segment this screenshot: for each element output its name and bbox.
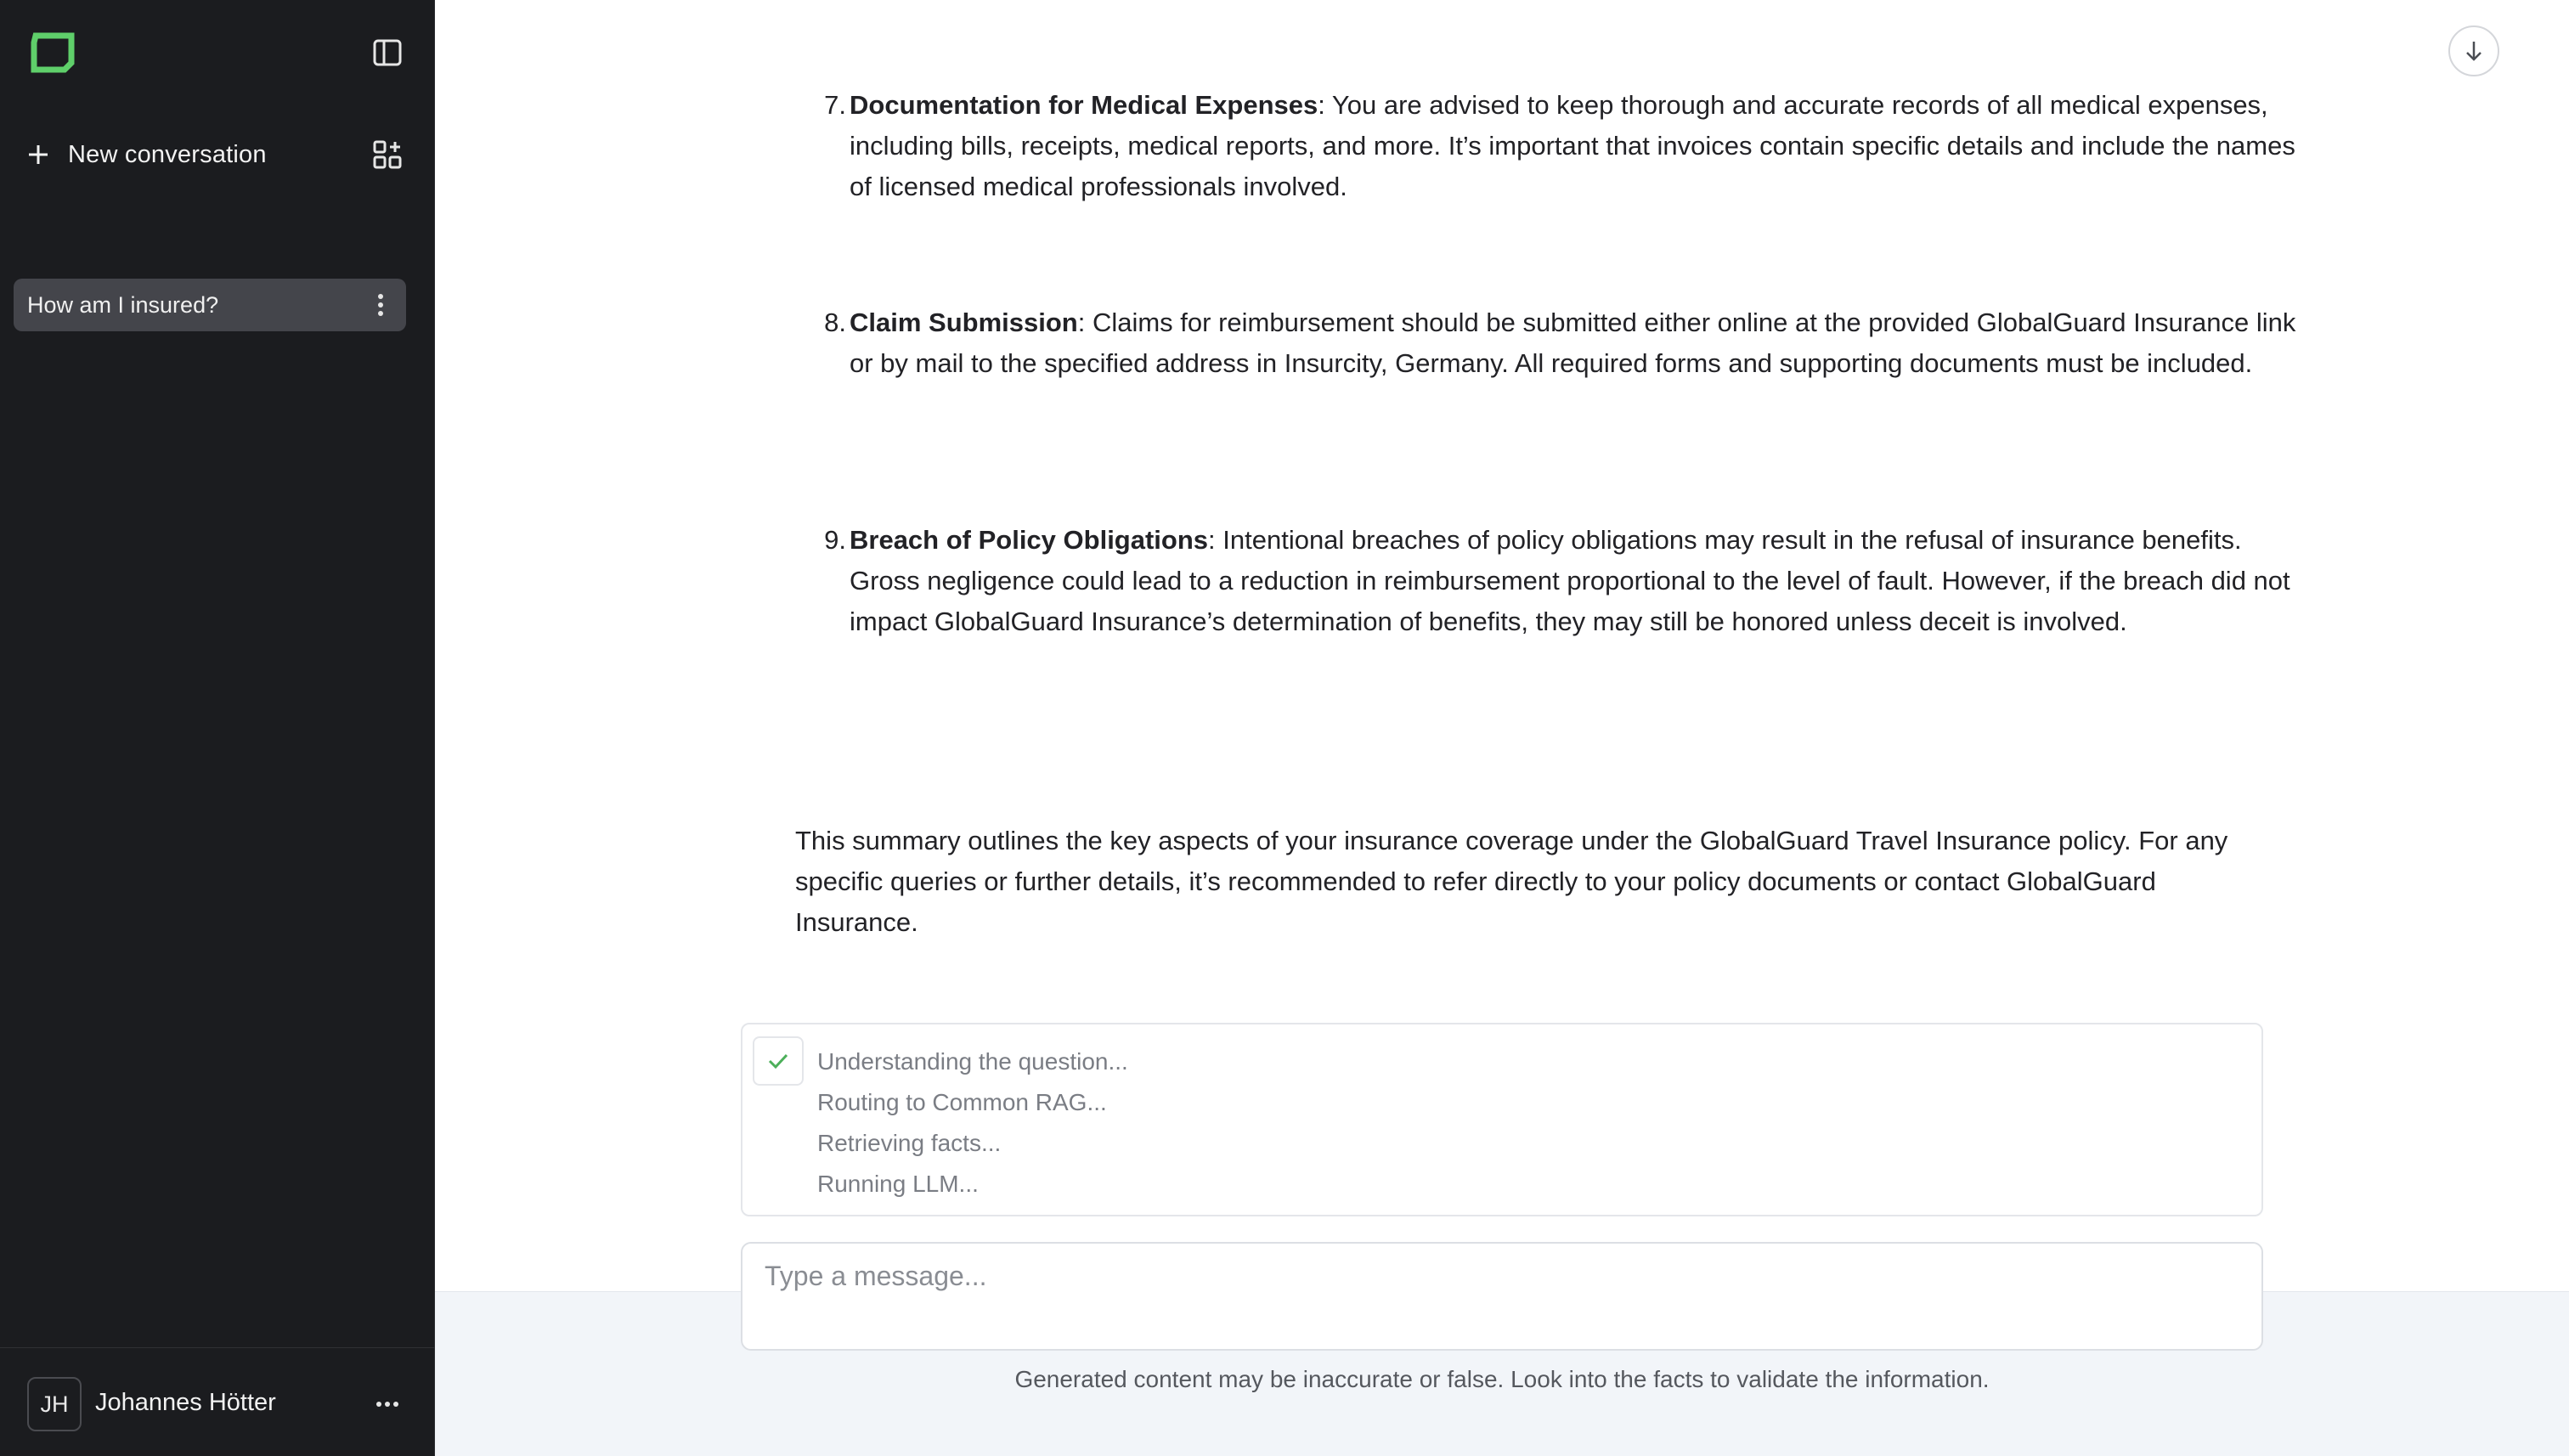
scroll-to-bottom-button[interactable] bbox=[2448, 25, 2499, 76]
answer-list-item bbox=[824, 302, 2311, 384]
arrow-down-icon bbox=[2463, 39, 2485, 63]
answer-list-item bbox=[824, 85, 2311, 207]
status-step: Retrieving facts... bbox=[817, 1130, 1002, 1156]
list-item-number: 9. bbox=[824, 525, 846, 555]
conversation-item-label: How am I insured? bbox=[27, 291, 219, 318]
horizontal-dots-icon bbox=[375, 1401, 399, 1408]
workspace-grid-button[interactable] bbox=[369, 136, 406, 173]
logo-icon[interactable] bbox=[31, 32, 75, 73]
chat-main bbox=[435, 0, 2569, 1456]
status-step: Understanding the question... bbox=[817, 1048, 1128, 1075]
conversation-menu-button[interactable] bbox=[370, 289, 391, 321]
status-step: Running LLM... bbox=[817, 1171, 979, 1197]
processing-status-panel bbox=[741, 1023, 2263, 1216]
list-item-title: Breach of Policy Obligations bbox=[850, 525, 1209, 555]
answer-summary: This summary outlines the key aspects of your insurance coverage under the GlobalGuard Travel Insurance policy. For any specific queries or further details, it’s recommended to refer directly to your policy documents or contact GlobalGuard Insurance. bbox=[795, 826, 2228, 937]
sidebar bbox=[0, 0, 435, 1456]
new-conversation-label: New conversation bbox=[68, 140, 267, 168]
check-icon bbox=[767, 1052, 789, 1070]
disclaimer-text: Generated content may be inaccurate or false. Look into the facts to validate the information. bbox=[1014, 1366, 1990, 1392]
user-menu-button[interactable] bbox=[370, 1387, 404, 1421]
sidebar-footer bbox=[0, 1347, 435, 1456]
new-conversation-button[interactable] bbox=[27, 134, 267, 175]
status-step: Routing to Common RAG... bbox=[817, 1089, 1107, 1115]
list-item-number: 8. bbox=[824, 308, 846, 337]
status-done-indicator bbox=[753, 1036, 804, 1086]
list-item-number: 7. bbox=[824, 90, 846, 120]
list-item-text: : Claims for reimbursement should be submitted either online at the provided GlobalGuard Insurance link or by mail to the specified address in Insurcity, Germany. All required forms and supporting documents must be included. bbox=[850, 308, 2296, 378]
answer-list-item bbox=[824, 520, 2311, 642]
vertical-dots-icon bbox=[377, 293, 384, 317]
conversation-item[interactable] bbox=[14, 279, 406, 331]
list-item-text: : Intentional breaches of policy obligations may result in the refusal of insurance benefits. Gross negligence could lead to a reduction in reimbursement proportional to the level of fault. However, if the breach did not impact GlobalGuard Insurance’s determination of benefits, they may still be honored unless deceit is involved. bbox=[850, 525, 2290, 636]
list-item-text: : You are advised to keep thorough and accurate records of all medical expenses, including bills, receipts, medical reports, and more. It’s important that invoices contain specific details and include the names of licensed medical professionals involved. bbox=[850, 90, 2295, 201]
sidebar-toggle-button[interactable] bbox=[370, 36, 404, 70]
sidebar-toggle-icon bbox=[373, 39, 402, 66]
list-item-title: Documentation for Medical Expenses bbox=[850, 90, 1318, 120]
plus-icon bbox=[27, 144, 49, 166]
grid-add-icon bbox=[373, 140, 402, 169]
message-input[interactable] bbox=[741, 1242, 2263, 1351]
avatar[interactable]: JH bbox=[27, 1377, 82, 1431]
list-item-title: Claim Submission bbox=[850, 308, 1078, 337]
user-name: Johannes Hötter bbox=[95, 1389, 276, 1416]
